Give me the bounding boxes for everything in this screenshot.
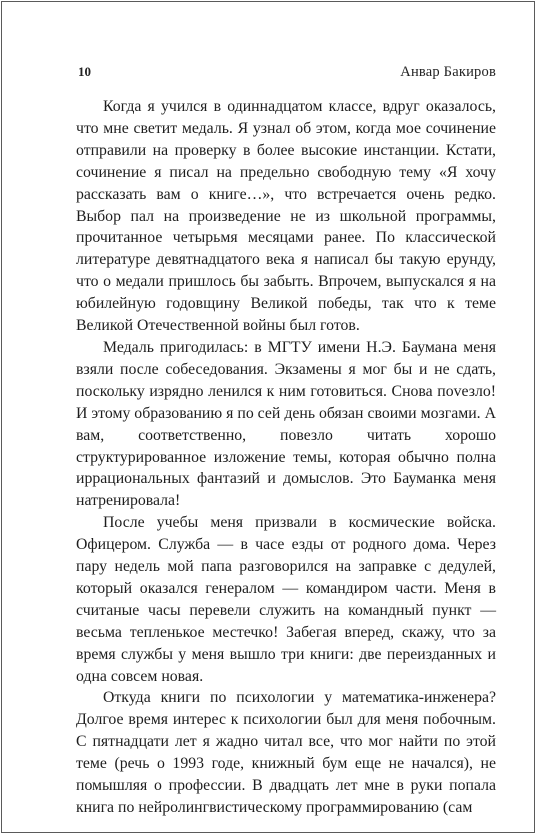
running-head-author: Анвар Бакиров (400, 64, 496, 80)
body-text (76, 96, 496, 819)
page-header (78, 64, 496, 84)
paragraph: Откуда книги по психологии у математика-инженера? Долгое время интерес к психологии был для меня побочным. С пятнадцати лет я жадно читал все, что мог найти по этой теме (речь о 1993 годе, книжный бум еще не начался), не помышляя о профессии. В двадцать лет мне в руки попала книга по нейролингвистическому программированию (сам (76, 689, 496, 816)
paragraph: После учебы меня призвали в космические войска. Офицером. Служба — в часе езды от родного дома. Через пару недель мой папа разговорился на заправке с дедулей, который оказался генералом — командиром части. Меня в считаные часы перевели служить на командный пункт — весьма тепленькое местечко! Забегая вперед, скажу, что за время службы у меня вышло три книги: две переизданных и одна совсем новая. (76, 514, 496, 685)
page-number: 10 (78, 64, 91, 79)
paragraph: Когда я учился в одиннадцатом классе, вдруг оказалось, что мне светит медаль. Я узнал об этом, когда мое сочинение отправили на проверку в более высокие инстанции. Кстати, сочинение я писал на предельно свободную тему «Я хочу рассказать вам о книге…», что встречается очень редко. Выбор пал на произведение не из школьной программы, прочитанное четырьмя месяцами ранее. По классической литературе девятнадцатого века я написал бы такую ерунду, что о медали пришлось бы забыть. Впрочем, выпускался я на юбилейную годовщину Великой победы, так что к теме Великой Отечественной войны был готов. (76, 98, 496, 335)
paragraph: Медаль пригодилась: в МГТУ имени Н.Э. Баумана меня взяли после собеседования. Экзамены я мог бы и не сдать, поскольку изрядно ленился к ним готовиться. Снова поvезло! И этому образованию я по сей день обязан своими мозгами. А вам, соответственно, повезло читать хорошо структурированное изложение темы, которая обычно полна иррациональных фантазий и домыслов. Это Бауманка меня натренировала! (76, 338, 496, 510)
